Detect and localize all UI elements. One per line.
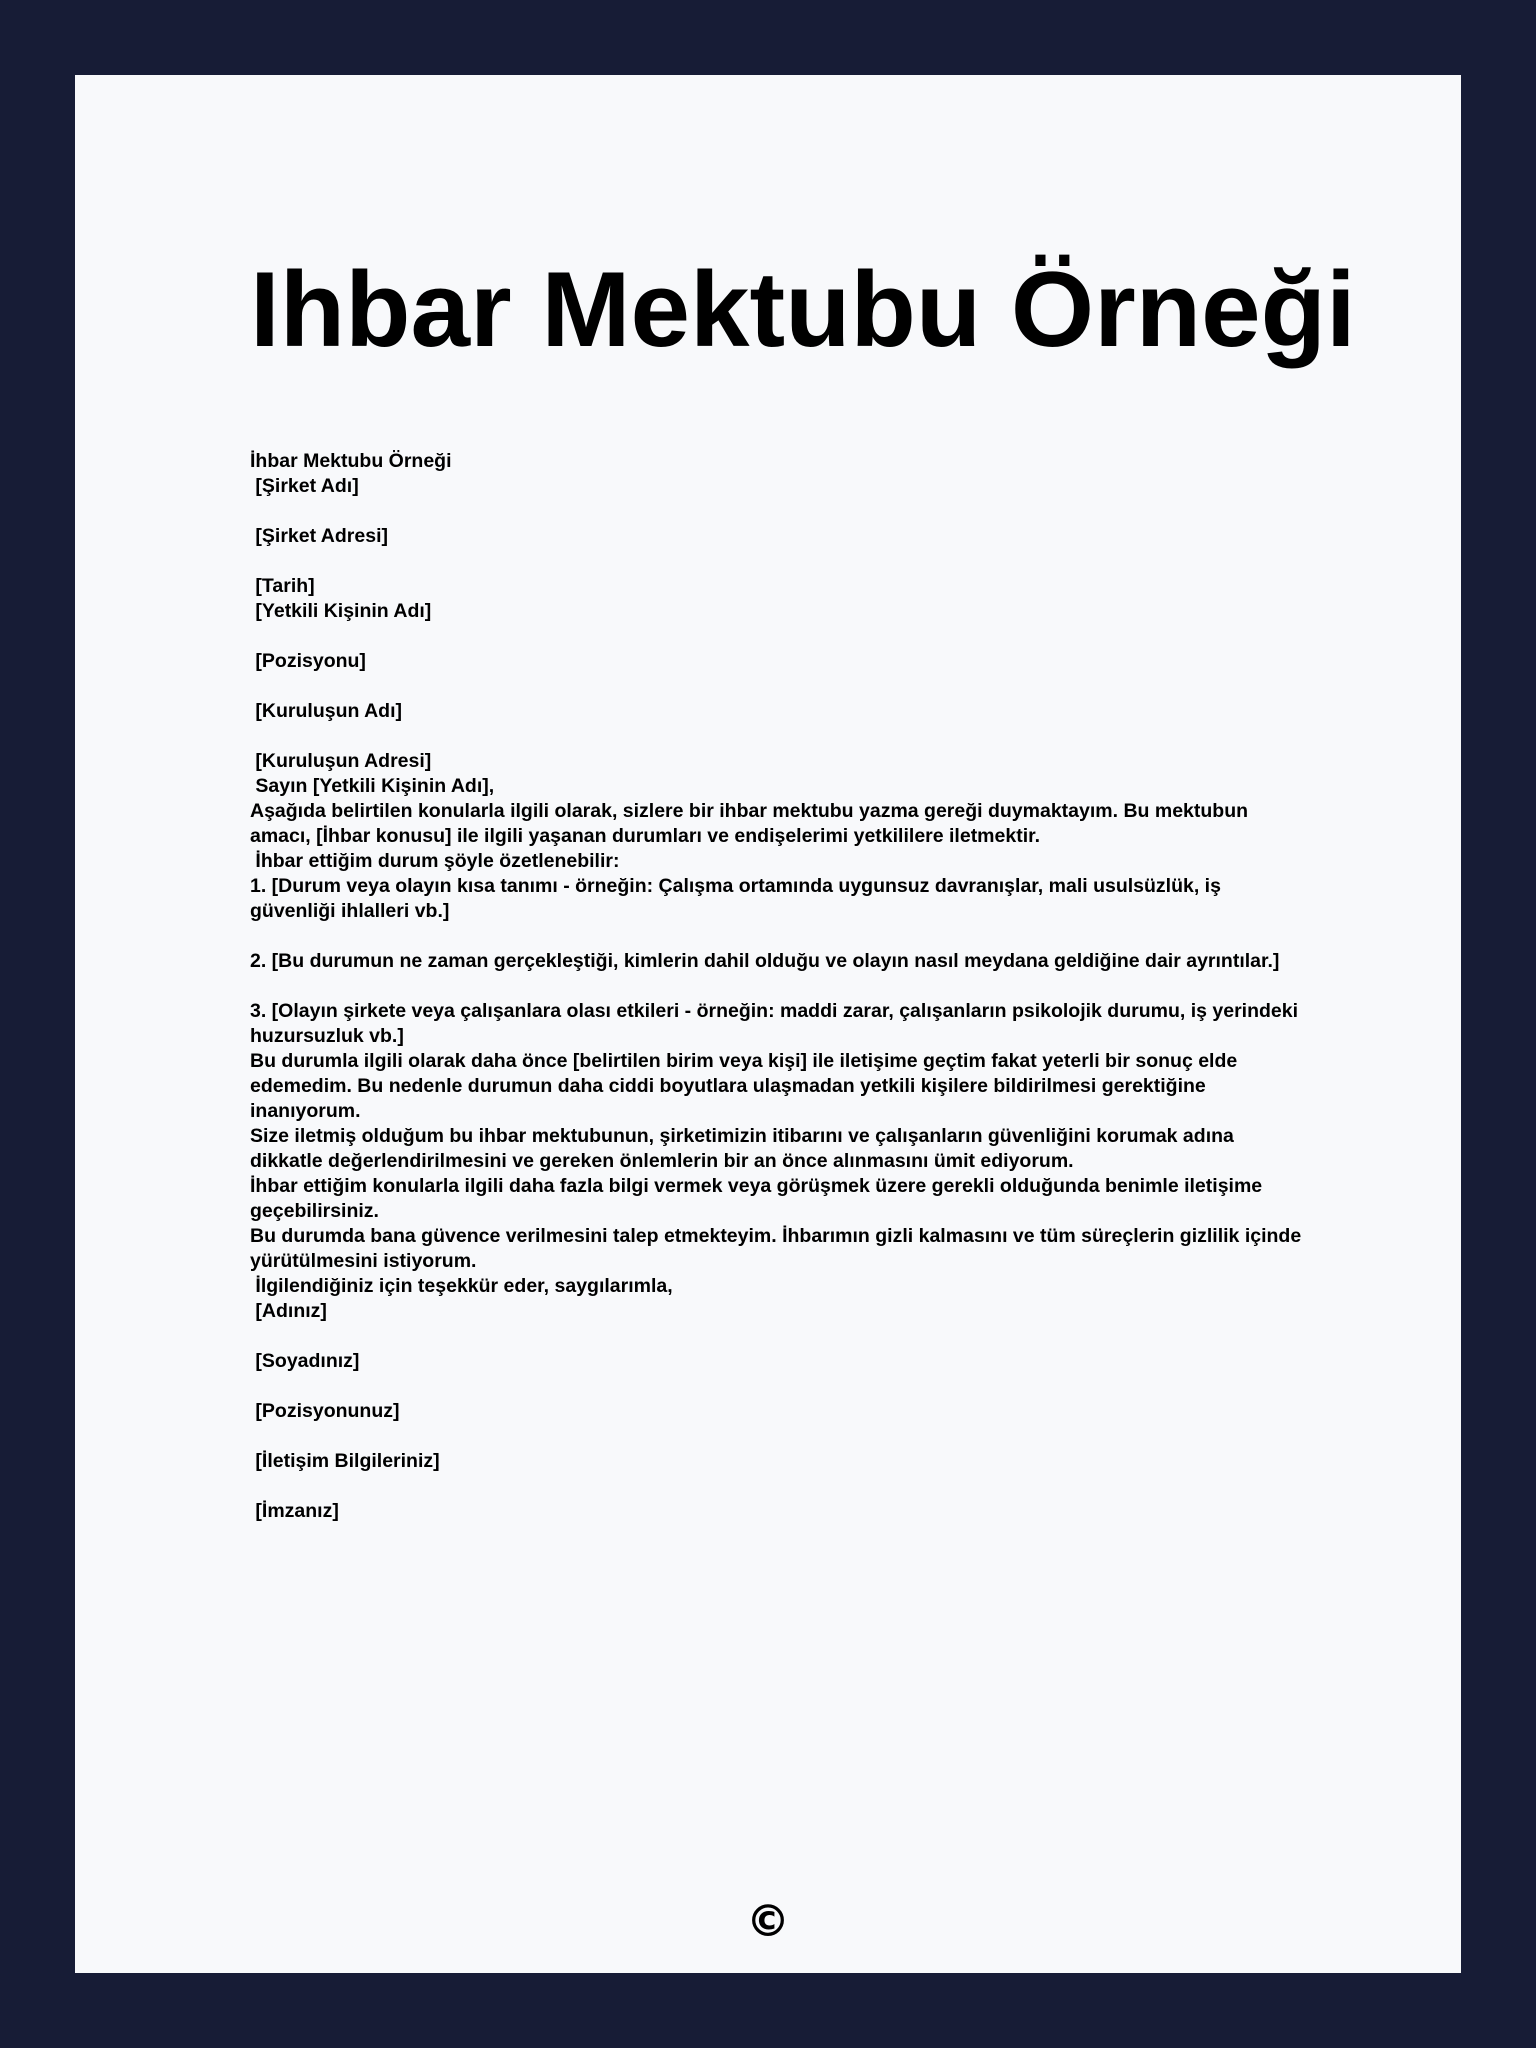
blank-line <box>250 549 1310 574</box>
letter-line: [Yetkili Kişinin Adı] <box>250 600 432 622</box>
letter-line: 1. [Durum veya olayın kısa tanımı - örneğin: Çalışma ortamında uygunsuz davranışlar, mali usulsüzlük, iş güvenliği ihlalleri vb.] <box>250 875 1227 922</box>
letter-body <box>250 449 1310 1524</box>
blank-line <box>250 1474 1310 1499</box>
letter-line: [Soyadınız] <box>250 1350 360 1372</box>
blank-line <box>250 974 1310 999</box>
letter-line: [Pozisyonu] <box>250 650 366 672</box>
letter-line: [İmzanız] <box>250 1500 339 1522</box>
letter-line: [Şirket Adresi] <box>250 525 388 547</box>
blank-line <box>250 499 1310 524</box>
blank-line <box>250 624 1310 649</box>
letter-line: İhbar Mektubu Örneği <box>250 450 452 472</box>
document-page <box>75 75 1461 1973</box>
letter-line: [Tarih] <box>250 575 315 597</box>
letter-line: 2. [Bu durumun ne zaman gerçekleştiği, kimlerin dahil olduğu ve olayın nasıl meydana geldiğine dair ayrıntılar.] <box>250 950 1280 972</box>
letter-line: [Kuruluşun Adresi] <box>250 750 432 772</box>
letter-line: [Adınız] <box>250 1300 327 1322</box>
letter-line: Bu durumla ilgili olarak daha önce [belirtilen birim veya kişi] ile iletişime geçtim fakat yeterli bir sonuç elde edemedim. Bu nedenle durumun daha ciddi boyutlara ulaşmadan yetkili kişilere bildirilmesi gerektiğine inanıyorum. <box>250 1050 1243 1122</box>
blank-line <box>250 1424 1310 1449</box>
letter-line: [Pozisyonunuz] <box>250 1400 400 1422</box>
blank-line <box>250 674 1310 699</box>
letter-line: İhbar ettiğim durum şöyle özetlenebilir: <box>250 850 620 872</box>
letter-line: Size iletmiş olduğum bu ihbar mektubunun, şirketimizin itibarını ve çalışanların güvenliğini korumak adına dikkatle değerlendirilmesini ve gereken önlemlerin bir an önce alınmasını ümit ediyorum. <box>250 1125 1240 1172</box>
letter-line: [Şirket Adı] <box>250 475 359 497</box>
letter-line: Aşağıda belirtilen konularla ilgili olarak, sizlere bir ihbar mektubu yazma gereği duymaktayım. Bu mektubun amacı, [İhbar konusu] ile ilgili yaşanan durumları ve endişelerimi yetkililere iletmektir. <box>250 800 1254 847</box>
letter-line: İlgilendiğiniz için teşekkür eder, saygılarımla, <box>250 1275 673 1297</box>
letter-line: Bu durumda bana güvence verilmesini talep etmekteyim. İhbarımın gizli kalmasını ve tüm süreçlerin gizlilik içinde yürütülmesini istiyorum. <box>250 1225 1307 1272</box>
blank-line <box>250 1374 1310 1399</box>
letter-line: 3. [Olayın şirkete veya çalışanlara olası etkileri - örneğin: maddi zarar, çalışanların psikolojik durumu, iş yerindeki huzursuzluk vb.] <box>250 1000 1304 1047</box>
letter-line: İhbar ettiğim konularla ilgili daha fazla bilgi vermek veya görüşmek üzere gerekli olduğunda benimle iletişime geçebilirsiniz. <box>250 1175 1268 1222</box>
document-title: Ihbar Mektubu Örneği <box>250 249 1356 369</box>
letter-line: [Kuruluşun Adı] <box>250 700 403 722</box>
letter-line: Sayın [Yetkili Kişinin Adı], <box>250 775 495 797</box>
letter-line: [İletişim Bilgileriniz] <box>250 1450 440 1472</box>
blank-line <box>250 724 1310 749</box>
copyright-icon: © <box>746 1896 790 1947</box>
blank-line <box>250 1324 1310 1349</box>
blank-line <box>250 924 1310 949</box>
